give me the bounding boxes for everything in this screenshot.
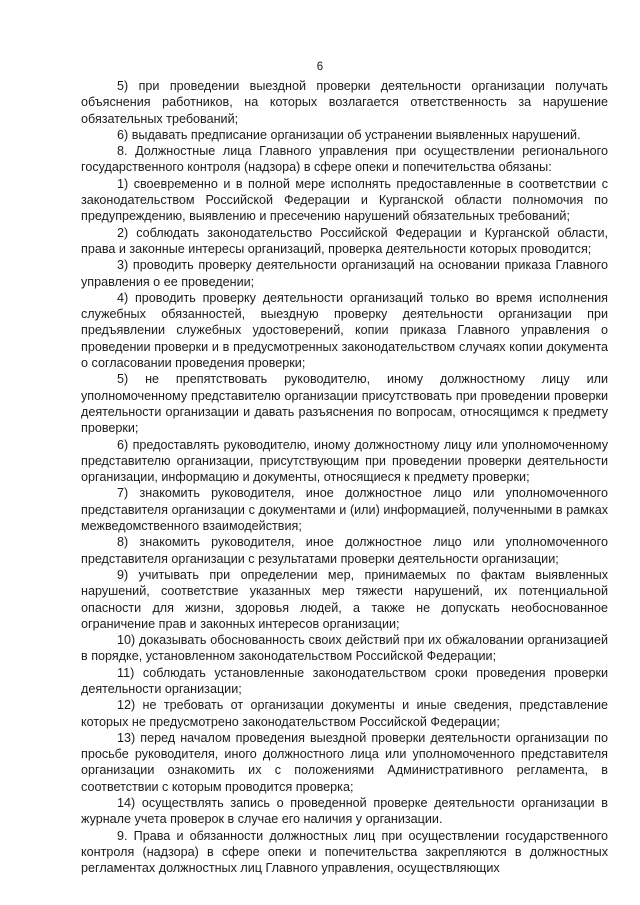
paragraph-right-5: 5) при проведении выездной проверки деятельности организации получать объяснения работников, на которых возлагается ответственность за нарушение обязательных требований; <box>81 79 608 126</box>
document-body <box>81 78 608 877</box>
paragraph-section-8: 8. Должностные лица Главного управления при осуществлении регионального государственного контроля (надзора) в сфере опеки и попечительства обязаны: <box>81 144 608 175</box>
paragraph-section-9: 9. Права и обязанности должностных лиц при осуществлении государственного контроля (надзора) в сфере опеки и попечительства закрепляются в должностных регламентах должностных лиц Главного управления, осуществляющих <box>81 828 608 876</box>
paragraph-duty-2: 2) соблюдать законодательство Российской Федерации и Курганской области, права и законные интересы организаций, проверка деятельности которых проводится; <box>81 225 608 256</box>
paragraph-duty-12: 12) не требовать от организации документы и иные сведения, представление которых не предусмотрено законодательством Российской Федерации; <box>81 698 608 729</box>
page-number: 6 <box>316 61 324 73</box>
paragraph-duty-5: 5) не препятствовать руководителю, иному должностному лицу или уполномоченному представителю организации присутствовать при проведении проверки деятельности организации и давать разъяснения по вопросам, относящимся к предмету проверки; <box>81 372 608 436</box>
paragraph-duty-8: 8) знакомить руководителя, иное должностное лицо или уполномоченного представителя организации с результатами проверки деятельности организации; <box>81 535 608 566</box>
paragraph-duty-10: 10) доказывать обоснованность своих действий при их обжаловании организацией в порядке, установленном законодательством Российской Федерации; <box>81 633 608 664</box>
paragraph-duty-7: 7) знакомить руководителя, иное должностное лицо или уполномоченного представителя организации с документами и (или) информацией, полученными в рамках межведомственного взаимодействия; <box>81 486 608 534</box>
paragraph-duty-4: 4) проводить проверку деятельности организаций только во время исполнения служебных обязанностей, выездную проверку деятельности организации при предъявлении служебных удостоверений, копии приказа Главного управления о проведении проверки и в предусмотренных законодательством случаях копии документа о согласовании проведения проверки; <box>81 290 608 371</box>
paragraph-right-6: 6) выдавать предписание организации об устранении выявленных нарушений. <box>117 127 581 142</box>
paragraph-duty-3: 3) проводить проверку деятельности организаций на основании приказа Главного управления о ее проведении; <box>81 258 608 289</box>
paragraph-duty-11: 11) соблюдать установленные законодательством сроки проведения проверки деятельности организации; <box>81 665 608 696</box>
paragraph-duty-14: 14) осуществлять запись о проведенной проверке деятельности организации в журнале учета проверок в случае его наличия у организации. <box>81 796 608 827</box>
paragraph-duty-6: 6) предоставлять руководителю, иному должностному лицу или уполномоченному представителю организации, присутствующим при проведении проверки деятельности организации, информацию и документы, относящиеся к предмету проверки; <box>81 437 608 485</box>
paragraph-duty-9: 9) учитывать при определении мер, принимаемых по фактам выявленных нарушений, соответствие указанных мер тяжести нарушений, их потенциальной опасности для жизни, здоровья людей, а также не допускать необоснованное ограничение прав и законных интересов организации; <box>81 567 608 631</box>
paragraph-duty-1: 1) своевременно и в полной мере исполнять предоставленные в соответствии с законодательством Российской Федерации и Курганской области полномочия по предупреждению, выявлению и пресечению нарушений обязательных требований; <box>81 176 608 224</box>
paragraph-duty-13: 13) перед началом проведения выездной проверки деятельности организации по просьбе руководителя, иного должностного лица или уполномоченного представителя организации ознакомить их с положениями Административного регламента, в соответствии с которым проводится проверка; <box>81 730 608 794</box>
